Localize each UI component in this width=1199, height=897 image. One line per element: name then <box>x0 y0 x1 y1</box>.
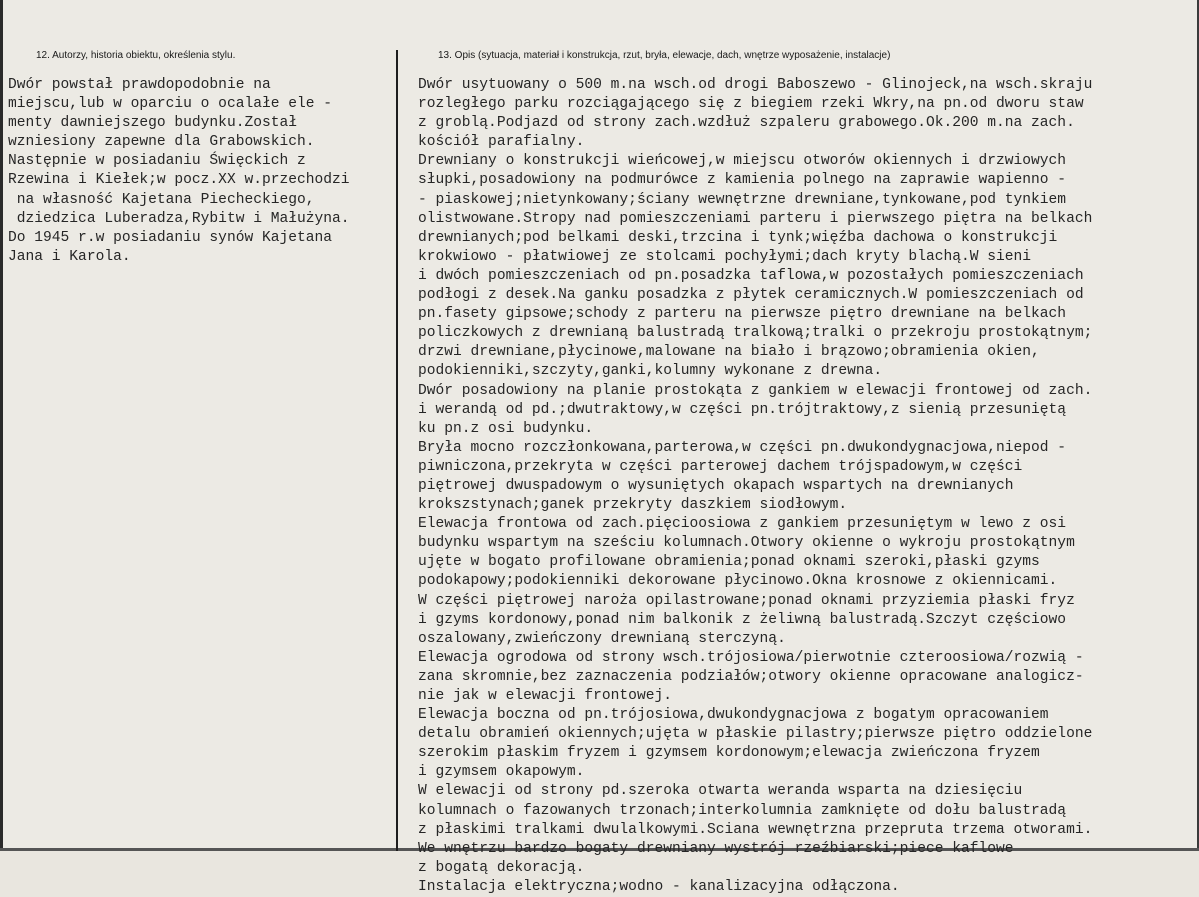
description-text-line: policzkowych z drewnianą balustradą tralkową;tralki o przekroju prostokątnym; <box>418 325 1093 342</box>
description-text-line: kościół parafialny. <box>418 134 585 151</box>
description-text-line: podokienniki,szczyty,ganki,kolumny wykonane z drewna. <box>418 363 883 380</box>
description-text-line: We wnętrzu bardzo bogaty drewniany wystrój rzeźbiarski;piece kaflowe <box>418 840 1014 857</box>
history-text-line: menty dawniejszego budynku.Został <box>8 115 298 132</box>
description-text-line: Dwór posadowiony na planie prostokąta z gankiem w elewacji frontowej od zach. <box>418 382 1093 399</box>
description-text-line: i gzymsem okapowym. <box>418 764 585 781</box>
history-text-line: na własność Kajetana Piecheckiego, <box>8 191 315 208</box>
description-text-line: Elewacja boczna od pn.trójosiowa,dwukondygnacjowa z bogatym opracowaniem <box>418 707 1049 724</box>
description-text-line: Dwór usytuowany o 500 m.na wsch.od drogi Baboszewo - Glinojeck,na wsch.skraju <box>418 77 1093 93</box>
history-text-line: dziedzica Luberadza,Rybitw i Małużyna. <box>8 210 350 227</box>
description-text-line: Elewacja frontowa od zach.pięcioosiowa z gankiem przesuniętym w lewo z osi <box>418 516 1067 533</box>
section-header-history: 12. Autorzy, historia obiektu, określenia stylu. <box>36 50 236 61</box>
history-text-line: Jana i Karola. <box>8 248 131 265</box>
description-text-line: z bogatą dekoracją. <box>418 859 585 876</box>
description-text-column <box>418 76 1092 897</box>
description-text-line: z groblą.Podjazd od strony zach.wzdłuż szpaleru grabowego.Ok.200 m.na zach. <box>418 115 1075 132</box>
description-text-line: ku pn.z osi budynku. <box>418 420 594 437</box>
history-text-column <box>8 76 350 267</box>
description-text-line: pn.fasety gipsowe;schody z parteru na pierwsze piętro drewniane na belkach <box>418 306 1067 323</box>
description-text-line: nie jak w elewacji frontowej. <box>418 688 672 704</box>
description-text-line: słupki,posadowiony na podmurówce z kamienia polnego na zaprawie wapienno - <box>418 172 1067 189</box>
description-text-line: krokszstynach;ganek przekryty daszkiem siodłowym. <box>418 497 848 514</box>
history-text-line: wzniesiony zapewne dla Grabowskich. <box>8 134 315 151</box>
description-text-line: - piaskowej;nietynkowany;ściany wewnętrzne drewniane,tynkowane,pod tynkiem <box>418 191 1067 208</box>
description-text-line: W części piętrowej naroża opilastrowane;ponad oknami przyziemia płaski fryz <box>418 592 1075 609</box>
description-text-line: drzwi drewniane,płycinowe,malowane na biało i brązowo;obramienia okien, <box>418 344 1040 361</box>
description-text-line: Drewniany o konstrukcji wieńcowej,w miejscu otworów okiennych i drzwiowych <box>418 153 1067 170</box>
history-text-line: miejscu,lub w oparciu o ocalałe ele - <box>8 96 333 113</box>
description-text-line: piętrowej dwuspadowym o wysuniętych okapach wspartych na drewnianych <box>418 477 1014 494</box>
description-text-line: detalu obramień okiennych;ujęta w płaskie pilastry;pierwsze piętro oddzielone <box>418 726 1093 743</box>
description-text-line: ujęte w bogato profilowane obramienia;ponad oknami szeroki,płaski gzyms <box>418 554 1040 571</box>
description-text-line: budynku wspartym na sześciu kolumnach.Otwory okienne o wykroju prostokątnym <box>418 535 1075 552</box>
description-text-line: piwniczona,przekryta w części parterowej dachem trójspadowym,w części <box>418 458 1023 475</box>
description-text-line: kolumnach o fazowanych trzonach;interkolumnia zamknięte od dołu balustradą <box>418 802 1067 819</box>
description-text-line: oszalowany,zwieńczony drewnianą sterczyną. <box>418 630 786 647</box>
history-text-line: Do 1945 r.w posiadaniu synów Kajetana <box>8 229 333 246</box>
column-divider <box>396 50 398 851</box>
page-edge-left <box>0 0 3 851</box>
description-text-line: Bryła mocno rozczłonkowana,parterowa,w części pn.dwukondygnacjowa,niepod - <box>418 439 1067 456</box>
description-text-line: krokwiowo - płatwiowej ze stolcami pochyłymi;dach kryty blachą.W sieni <box>418 248 1032 265</box>
description-text-line: podokapowy;podokienniki dekorowane płycinowo.Okna krosnowe z okiennicami. <box>418 573 1058 590</box>
description-text-line: Elewacja ogrodowa od strony wsch.trójosiowa/pierwotnie czteroosiowa/rozwią - <box>418 649 1084 666</box>
description-text-line: Instalacja elektryczna;wodno - kanalizacyjna odłączona. <box>418 878 900 895</box>
description-text-line: W elewacji od strony pd.szeroka otwarta weranda wsparta na dziesięciu <box>418 783 1023 800</box>
description-text-line: podłogi z desek.Na ganku posadzka z płytek ceramicznych.W pomieszczeniach od <box>418 287 1084 304</box>
description-text-line: rozległego parku rozciągającego się z biegiem rzeki Wkry,na pn.od dworu staw <box>418 96 1084 113</box>
description-text-line: i gzyms kordonowy,ponad nim balkonik z żeliwną balustradą.Szczyt częściowo <box>418 611 1067 628</box>
description-text-line: i dwóch pomieszczeniach od pn.posadzka taflowa,w pozostałych pomieszczeniach <box>418 267 1084 284</box>
history-text-line: Następnie w posiadaniu Święckich z <box>8 153 306 170</box>
description-text-line: szerokim płaskim fryzem i gzymsem kordonowym;elewacja zwieńczona fryzem <box>418 745 1040 762</box>
history-text-line: Rzewina i Kiełek;w pocz.XX w.przechodzi <box>8 172 350 189</box>
description-text-line: z płaskimi tralkami dwulalkowymi.Sciana wewnętrzna przepruta trzema otworami. <box>418 821 1093 838</box>
description-text-line: zana skromnie,bez zaznaczenia podziałów;otwory okienne opracowane analogicz- <box>418 668 1084 685</box>
description-text-line: drewnianych;pod belkami deski,trzcina i tynk;więźba dachowa o konstrukcji <box>418 229 1058 246</box>
history-text-line: Dwór powstał prawdopodobnie na <box>8 77 271 93</box>
description-text-line: olistwowane.Stropy nad pomieszczeniami parteru i pierwszego piętra na belkach <box>418 210 1093 227</box>
description-text-line: i werandą od pd.;dwutraktowy,w części pn.trójtraktowy,z sienią przesuniętą <box>418 401 1067 418</box>
section-header-description: 13. Opis (sytuacja, materiał i konstrukcja, rzut, bryła, elewacje, dach, wnętrze wyposażenie, instalacje) <box>438 50 891 61</box>
